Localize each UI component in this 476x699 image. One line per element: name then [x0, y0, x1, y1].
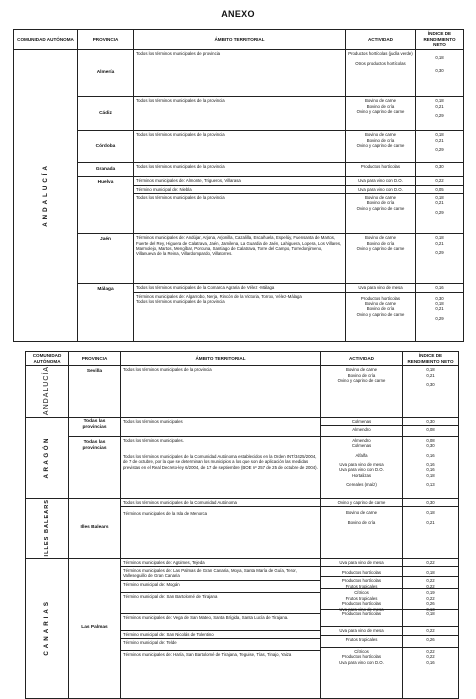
table-row — [14, 97, 464, 131]
indice-value: 0,22 — [426, 578, 435, 584]
header-ambito: ÁMBITO TERRITORIAL — [134, 30, 346, 50]
indice-value: 0,30 — [403, 499, 458, 507]
actividad-text: Bovino de cría — [366, 137, 395, 143]
actividad-text: Ovino y caprino de carne — [337, 378, 386, 384]
actividad-cell — [321, 498, 403, 558]
community-cell — [26, 366, 69, 417]
community-cell — [26, 498, 69, 558]
table-row — [26, 498, 459, 558]
indice-value: 0,21 — [435, 137, 444, 143]
indice-value: 0,18 — [403, 567, 458, 577]
actividad-text: Bovino de cría — [347, 372, 376, 378]
indice-cell — [416, 50, 464, 97]
ambito-text: Término municipal de: Niebla — [134, 186, 345, 194]
actividad-cell — [346, 97, 416, 131]
indice-value: 0,16 — [426, 461, 435, 467]
province-cell: Todas las provincias — [69, 417, 121, 436]
table-row — [14, 50, 464, 97]
page-title: ANEXO — [221, 9, 255, 19]
actividad-text: Cítricos — [354, 648, 369, 654]
indice-value: 0,29 — [435, 249, 444, 255]
indice-value: 0,16 — [426, 659, 435, 665]
ambito-text: Términos municipales de: Haría, San Bartolomé de Tirajana, Teguise, Tías, Tinajo, Yaiza — [123, 652, 292, 658]
actividad-cell — [346, 177, 416, 234]
community-label: ARAGÓN — [43, 435, 51, 479]
province-cell: Córdoba — [78, 131, 134, 163]
indice-cell — [403, 417, 459, 436]
community-cell — [26, 558, 69, 698]
actividad-text: Uva para vino con D.O. — [346, 177, 415, 185]
indice-value: 0,29 — [435, 146, 444, 152]
ambito-cell — [121, 366, 321, 417]
actividad-text: Bovino de cría — [347, 519, 376, 525]
province-cell: Almería — [78, 50, 134, 97]
indice-cell — [416, 131, 464, 163]
actividad-text: Productos hortícolas — [341, 601, 382, 607]
indice-value: 0,08 — [426, 427, 435, 433]
indice-value: 0,13 — [426, 482, 435, 488]
table-header-row — [14, 30, 464, 50]
ambito-text: Términos municipales de: Agüimes, Tejeda — [121, 559, 320, 567]
indice-value: 0,18 — [435, 98, 444, 104]
province-cell: Sevilla — [69, 366, 121, 417]
indice-value: 0,16 — [426, 452, 435, 458]
actividad-cell — [321, 417, 403, 436]
province-cell: Málaga — [78, 284, 134, 342]
actividad-text: Bovino de cría — [366, 240, 395, 246]
actividad-text: Colmenas — [321, 418, 402, 426]
actividad-cell — [321, 366, 403, 417]
table-row — [14, 131, 464, 163]
actividad-text: Productos hortícolas — [321, 610, 402, 627]
ambito-text: Términos municipales de: Almonte, Trigueros, Villarasa — [134, 177, 345, 185]
community-label: ANDALUCÍA — [41, 163, 49, 227]
indice-value: 0,18 — [435, 235, 444, 241]
actividad-text: Uva para vino con D.O. — [339, 467, 384, 473]
header-actividad: ACTIVIDAD — [346, 30, 416, 50]
indice-cell — [403, 558, 459, 698]
ambito-text: Todos los términos municipales de la provincia — [136, 132, 225, 138]
indice-value: 0,22 — [426, 648, 435, 654]
ambito-text: Todos los términos municipales de la provincia — [136, 164, 225, 170]
table-row — [26, 417, 459, 436]
ambito-cell — [121, 558, 321, 698]
ambito-cell — [134, 284, 346, 342]
indice-value: 0,19 — [426, 590, 435, 596]
actividad-text: Bovino de carne — [364, 235, 397, 241]
actividad-text: Colmenas — [351, 443, 372, 449]
actividad-text: Bovino de carne — [364, 132, 397, 138]
actividad-text: Bovino de carne — [364, 194, 397, 200]
ambito-text: Término municipal de: San Nicolás de Tolentino — [121, 631, 320, 639]
table-header-row — [26, 352, 459, 366]
actividad-text: Bovino de cría — [366, 103, 395, 109]
table-row — [14, 163, 464, 177]
header-ambito: ÁMBITO TERRITORIAL — [121, 352, 321, 366]
indice-value: 0,21 — [435, 240, 444, 246]
actividad-text: Otros productos hortícolas — [355, 60, 406, 66]
actividad-text: Productos hortícolas (judía verde) — [348, 51, 413, 57]
indice-value: 0,22 — [403, 627, 458, 635]
indice-cell — [416, 284, 464, 342]
ambito-text: Todos los términos municipales — [123, 418, 183, 424]
indice-cell — [416, 97, 464, 131]
actividad-cell — [346, 131, 416, 163]
ambito-text: Todos los términos municipales de la Comunidad Autónoma — [121, 499, 320, 507]
table-row — [26, 558, 459, 698]
community-cell — [14, 50, 78, 342]
actividad-cell — [346, 50, 416, 97]
indice-value: 0,21 — [426, 372, 435, 378]
actividad-cell — [346, 163, 416, 177]
actividad-text: Frutos tropicales — [345, 595, 378, 601]
header-provincia: PROVINCIA — [69, 352, 121, 366]
actividad-text: Frutos tropicales — [345, 583, 378, 589]
actividad-text: Uva para vino de mesa — [321, 559, 402, 567]
actividad-text: Ovino y caprino de carne — [356, 205, 405, 211]
table-row — [14, 234, 464, 284]
actividad-cell — [346, 284, 416, 342]
table-row — [26, 436, 459, 498]
indice-value: 0,26 — [403, 636, 458, 648]
annex-table-continued — [25, 351, 459, 699]
annex-table-andalucia — [13, 29, 464, 342]
indice-value: 0,30 — [435, 164, 444, 170]
indice-value: 0,08 — [426, 437, 435, 443]
actividad-cell — [321, 436, 403, 498]
table-row — [26, 366, 459, 417]
actividad-text: Uva para vino de mesa — [321, 627, 402, 635]
province-cell: Todas las provincias — [69, 436, 121, 498]
community-label: ANDALUCÍA — [42, 366, 50, 416]
indice-value: 0,18 — [435, 194, 444, 200]
community-label: CANARIAS — [43, 599, 51, 656]
ambito-text: Todos los términos municipales de provincia — [136, 51, 221, 57]
indice-value: 0,05 — [416, 186, 463, 194]
header-comunidad: COMUNIDAD AUTÓNOMA — [14, 30, 78, 50]
actividad-text: Uva para vino de mesa — [339, 606, 384, 612]
ambito-text: Todos los términos municipales de la provincia — [136, 194, 225, 200]
indice-value: 0,18 — [426, 367, 435, 373]
actividad-text: Bovino de carne — [364, 300, 397, 306]
ambito-cell — [134, 177, 346, 234]
ambito-text: Términos municipales de: Las Palmas de Gran Canaria, Moya, Santa María de Guía, Teror, Valleseguillo de Gran Canaria — [121, 567, 320, 581]
actividad-text: Productos hortícolas — [341, 578, 382, 584]
community-label: ILLES BALEARS — [43, 498, 50, 557]
indice-value: 0,21 — [426, 519, 435, 525]
indice-value: 0,21 — [435, 200, 444, 206]
ambito-text: Términos municipales de la Isla de Menorca — [123, 511, 208, 517]
header-indice: ÍNDICE DE RENDIMIENTO NETO — [416, 30, 464, 50]
indice-value: 0,22 — [416, 177, 463, 185]
indice-cell — [416, 177, 464, 234]
ambito-text: Todos los términos municipales de la Comarca Agraria de Vélez -Málaga — [134, 284, 345, 292]
actividad-text: Ovino y caprino de carne — [356, 245, 405, 251]
indice-value: 0,21 — [435, 103, 444, 109]
header-indice: ÍNDICE DE RENDIMIENTO NETO — [403, 352, 459, 366]
ambito-cell — [121, 417, 321, 436]
actividad-text: Bovino de carne — [345, 510, 378, 516]
actividad-text: Cereales (maíz) — [346, 482, 377, 488]
indice-value: 0,30 — [426, 382, 435, 388]
province-cell: Cádiz — [78, 97, 134, 131]
actividad-text: Ovino y caprino de carne — [321, 499, 402, 507]
ambito-text: Todos los términos municipales de la Comunidad Autónoma establecidos en la Orden INT/3425/2004, de 7 de octubre, por la que se determinan los municipios a los que son de aplicación las medidas previstas en el Real Decreto-ley 6/2004, de 17 de septiembre (BOE nº 257 de 25 de octubre de 2004). — [123, 453, 318, 470]
indice-value: 0,30 — [435, 295, 444, 301]
ambito-text: Término municipal de: Mogán — [121, 581, 320, 593]
ambito-cell — [134, 163, 346, 177]
indice-value: 0,13 — [426, 606, 435, 612]
actividad-cell — [321, 558, 403, 698]
ambito-cell — [121, 436, 321, 498]
indice-value: 0,26 — [426, 601, 435, 607]
ambito-cell — [134, 50, 346, 97]
ambito-text: Todos los términos municipales de la provincia — [123, 367, 212, 373]
indice-value: 0,18 — [426, 510, 435, 516]
community-cell — [26, 417, 69, 498]
actividad-cell — [346, 234, 416, 284]
province-cell: Huelva — [78, 177, 134, 234]
indice-value: 0,22 — [426, 654, 435, 660]
actividad-text: Uva para vino con D.O. — [339, 659, 384, 665]
actividad-text: Almendro — [352, 437, 371, 443]
ambito-cell — [121, 498, 321, 558]
indice-value: 0,18 — [435, 300, 444, 306]
indice-value: 0,30 — [435, 67, 444, 73]
indice-cell — [403, 436, 459, 498]
actividad-text: Cítricos — [354, 590, 369, 596]
indice-value: 0,22 — [426, 583, 435, 589]
actividad-text: Bovino de carne — [364, 98, 397, 104]
actividad-text: Uva para vino de mesa — [339, 461, 384, 467]
indice-value: 0,16 — [426, 467, 435, 473]
actividad-text: Hortalizas — [351, 472, 372, 478]
indice-cell — [403, 366, 459, 417]
indice-value: 0,22 — [403, 559, 458, 567]
ambito-text: Todos los términos municipales. — [123, 437, 184, 443]
indice-cell — [403, 498, 459, 558]
table-row — [14, 284, 464, 342]
ambito-text: Término municipal de: Telde — [121, 639, 320, 651]
ambito-text: Términos municipales de: Algarrobo, Nerja, Rincón de la Victoria, Torrox, Vélez-Málaga — [136, 293, 302, 299]
actividad-text: Bovino de cría — [366, 306, 395, 312]
actividad-text: Productos hortícolas — [321, 567, 402, 577]
indice-cell — [416, 234, 464, 284]
indice-cell — [416, 163, 464, 177]
indice-value: 0,29 — [435, 112, 444, 118]
actividad-text: Almendro — [352, 427, 371, 433]
ambito-text: Término municipal de: San Bartolomé de Tirajana — [121, 593, 320, 614]
actividad-text: Bovino de carne — [345, 367, 378, 373]
header-comunidad: COMUNIDAD AUTÓNOMA — [26, 352, 69, 366]
ambito-cell — [134, 97, 346, 131]
indice-value: 0,30 — [426, 443, 435, 449]
ambito-text: Términos municipales de: Vega de San Mateo, Santa Brígida, Santa Lucía de Tirajana. — [121, 614, 320, 631]
indice-value: 0,18 — [435, 55, 444, 61]
actividad-text: Bovino de cría — [366, 200, 395, 206]
table-row — [14, 177, 464, 234]
actividad-text: Productos hortícolas — [360, 164, 401, 170]
ambito-cell — [134, 234, 346, 284]
province-cell: Las Palmas — [69, 558, 121, 698]
actividad-text: Uva para vino de mesa — [346, 284, 415, 292]
actividad-text: Alfalfa — [355, 452, 368, 458]
ambito-text: Términos municipales de: Andújar, Arjona, Arjonilla, Cazalilla, Escañuela, Espelúy, Fuensanta de Martos, Fuerte del Rey, Higuera de Calatrava, Jaén, Jamilena, La Guardia de Jaén, Lahiguera, Lopera, Los Villares, Marmolejo, Martos, Mengíbar, Porcuna, Santiago de Calatrava, Torre del Campo, Torredonjimeno, Villanueva de la Reina, Villardompardo, Villatorres. — [136, 235, 342, 257]
province-cell: Jaén — [78, 234, 134, 284]
province-cell: Granada — [78, 163, 134, 177]
ambito-text: Todos los términos municipales de la provincia — [136, 98, 225, 104]
header-provincia: PROVINCIA — [78, 30, 134, 50]
indice-value: 0,18 — [426, 472, 435, 478]
header-actividad: ACTIVIDAD — [321, 352, 403, 366]
ambito-cell — [134, 131, 346, 163]
actividad-text: Ovino y caprino de carne — [356, 311, 405, 317]
actividad-text: Ovino y caprino de carne — [356, 142, 405, 148]
ambito-text: Todos los términos municipales de la provincia — [136, 298, 225, 304]
actividad-text: Uva para vino con D.O. — [346, 186, 415, 194]
actividad-text: Ovino y caprino de carne — [356, 108, 405, 114]
indice-value: 0,29 — [435, 315, 444, 321]
indice-value: 0,16 — [416, 284, 463, 292]
indice-value: 0,18 — [403, 610, 458, 627]
actividad-text: Productos hortícolas — [341, 654, 382, 660]
indice-value: 0,30 — [403, 418, 458, 426]
actividad-text: Frutos tropicales — [321, 636, 402, 648]
indice-value: 0,18 — [435, 132, 444, 138]
indice-value: 0,29 — [435, 209, 444, 215]
indice-value: 0,22 — [426, 595, 435, 601]
indice-value: 0,21 — [435, 306, 444, 312]
actividad-text: Productos hortícolas — [360, 295, 401, 301]
province-cell: Illes Balears — [69, 498, 121, 558]
